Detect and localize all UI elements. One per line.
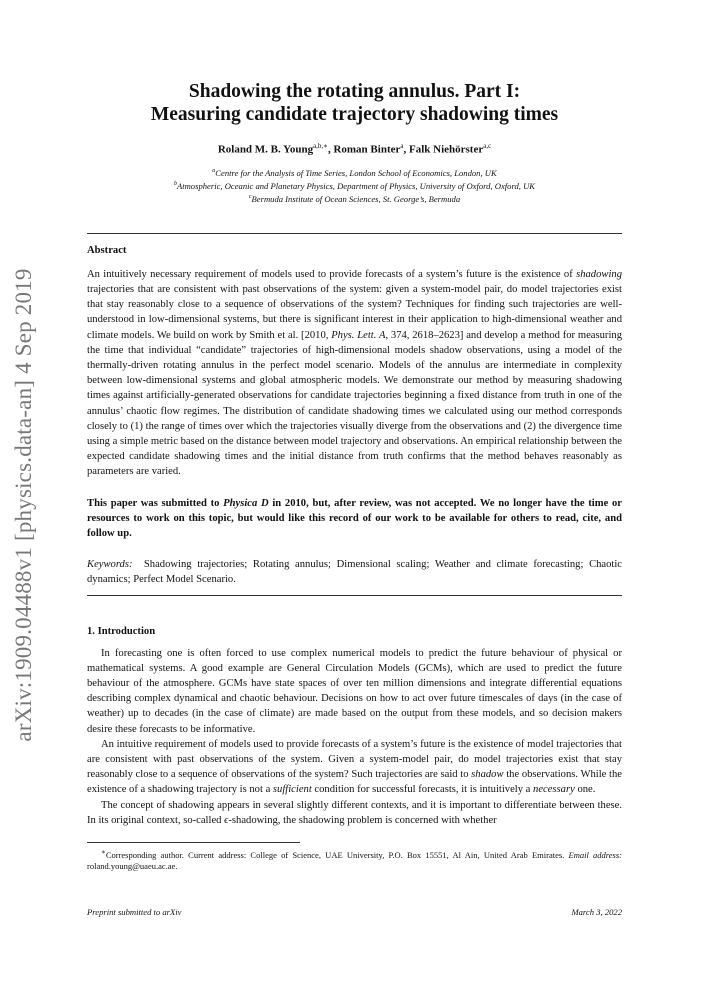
footer-date: March 3, 2022 xyxy=(571,907,622,917)
affiliation xyxy=(87,166,622,179)
author-name: Roland M. B. Young xyxy=(217,143,314,156)
affiliation-text: Atmospheric, Oceanic and Planetary Physics, Department of Physics, University of Oxford, Oxford, UK xyxy=(176,180,536,191)
intro-paragraph-2: An intuitive requirement of models used to provide forecasts of a system’s future is the existence of model trajectories that are consistent with past observations of the system. Given a system-model pair, do model trajectories exist that stay reasonably close to a sequence of observations of the system? Such trajectories are said to shadow the observations. While the existence of a shadowing trajectory is not a sufficient condition for successful forecasts, it is intuitively a necessary one. xyxy=(87,738,622,796)
paper-title xyxy=(87,80,622,126)
author-affiliation-marker: a,c xyxy=(483,142,492,150)
intro-paragraph-3: The concept of shadowing appears in several slightly different contexts, and it is important to differentiate between these. In its original context, so-called ϵ-shadowing, the shadowing problem is concerned with whether xyxy=(87,799,622,826)
keywords-label: Keywords: xyxy=(87,559,133,571)
footnote: ∗Corresponding author. Current address: College of Science, UAE University, P.O. Box 15551, Al Ain, United Arab Emirates. Email address: roland.young@uaeu.ac.ae. xyxy=(87,848,623,872)
affiliation-marker: c xyxy=(248,194,252,201)
footer-preprint-note: Preprint submitted to arXiv xyxy=(87,907,182,917)
title-line-1: Shadowing the rotating annulus. Part I: xyxy=(188,81,521,102)
abstract-bottom-rule xyxy=(87,595,622,596)
page-footer xyxy=(87,907,622,917)
affiliation-marker: a xyxy=(212,167,216,174)
arxiv-identifier: arXiv:1909.04488v1 [physics.data-an] 4 Sep 2019 xyxy=(11,268,36,742)
abstract-text: An intuitively necessary requirement of models used to provide forecasts of a system’s future is the existence of shadowing trajectories that are consistent with past observations of the system: given a system-model pair, do model trajectories exist that stay reasonably close to a sequence of observations of the system? Techniques for finding such trajectories are well-understood in low-dimensional systems, but there is significant interest in their application to high-dimensional weather and climate models. We build on work by Smith et al. [2010, Phys. Lett. A, 374, 2618–2623] and develop a method for measuring the time that individual “candidate” trajectories of high-dimensional models shadow observations, using a model of the thermally-driven rotating annulus in the perfect model scenario. Models of the annulus are intermediate in complexity between low-dimensional systems and global atmospheric models. We demonstrate our method by measuring shadowing times against artificially-generated observations for candidate trajectories beginning a fixed distance from truth in one of the annulus’ chaotic flow regimes. The distribution of candidate shadowing times we calculated using our method corresponds closely to (1) the range of times over which the trajectories visually diverge from the observations and (2) the divergence time using a simple metric based on the distance between model trajectory and observations. An empirical relationship between the expected candidate shadowing times and the initial distance from truth confirms that the method behaves reasonably as parameters are varied. xyxy=(87,268,622,478)
section-heading-introduction: 1. Introduction xyxy=(87,625,156,637)
affiliation-marker: b xyxy=(173,181,177,188)
author-affiliation-marker: a xyxy=(400,142,404,150)
author-separator: , xyxy=(403,143,409,156)
author-list xyxy=(87,142,622,156)
keywords xyxy=(87,557,622,587)
paper-page xyxy=(87,80,622,881)
footnote-rule xyxy=(87,842,300,843)
author-name: Roman Binter xyxy=(333,143,401,156)
author-name: Falk Niehörster xyxy=(408,143,484,156)
submission-notice: This paper was submitted to Physica D in 2010, but, after review, was not accepted. We no longer have the time or resources to work on this topic, but would like this record of our work to be available for others to read, cite, and follow up. xyxy=(87,497,622,539)
footnote-email: roland.young@uaeu.ac.ae. xyxy=(87,861,178,872)
affiliation xyxy=(87,179,622,192)
abstract-heading: Abstract xyxy=(87,244,127,256)
affiliation-list xyxy=(87,166,622,206)
arxiv-sidebar xyxy=(4,268,44,742)
keywords-text: Shadowing trajectories; Rotating annulus; Dimensional scaling; Weather and climate forecasting; Chaotic dynamics; Perfect Model Scenario. xyxy=(87,559,623,586)
abstract-top-rule xyxy=(87,233,622,234)
author-affiliation-marker: a,b,∗ xyxy=(313,142,328,150)
affiliation-text: Bermuda Institute of Ocean Sciences, St. George’s, Bermuda xyxy=(251,194,461,205)
footnote-marker: ∗ xyxy=(101,848,106,857)
author-separator: , xyxy=(327,143,334,156)
title-line-2: Measuring candidate trajectory shadowing times xyxy=(150,104,559,125)
affiliation-text: Centre for the Analysis of Time Series, London School of Economics, London, UK xyxy=(215,167,497,178)
affiliation xyxy=(87,192,622,205)
intro-paragraph-1: In forecasting one is often forced to use complex numerical models to predict the future behaviour of physical or mathematical systems. A good example are General Circulation Models (GCMs), which are used to predict the future behaviour of the atmosphere. GCMs have state spaces of over ten million dimensions and integrate differential equations describing complex dynamical and chaotic behaviour. Decisions on how to act over future timescales of days (in the case of weather) up to decades (in the case of climate) are made based on the output from these models, and so decision makers desire these forecasts to be informative. xyxy=(87,647,622,735)
